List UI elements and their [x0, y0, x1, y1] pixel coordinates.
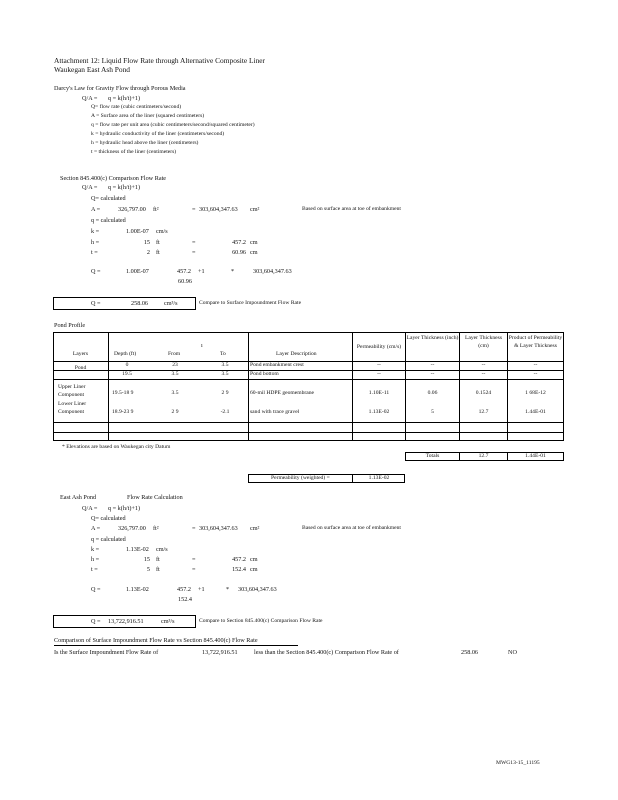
darcy-def: h = hydraulic head above the liner (centimeters)	[91, 140, 199, 146]
darcy-formula-lhs: Q/A =	[82, 95, 98, 102]
section845-Q-label: Q =	[91, 268, 101, 275]
section845-t-label: t =	[91, 249, 98, 256]
section845-h-unit: ft	[156, 239, 160, 246]
col-header-permeability: Permeability (cm/s)	[356, 344, 402, 350]
east-ash-k-value: 1.13E-02	[126, 546, 149, 553]
comparison-comp-rate: 258.06	[461, 649, 479, 656]
document-id: MWG13-15_11195	[496, 760, 540, 766]
table-row-prod: --	[533, 362, 538, 368]
section845-formula-lhs: Q/A =	[82, 184, 98, 191]
table-row-tcm: --	[481, 371, 486, 377]
east-ash-t-unit: ft	[156, 566, 160, 573]
east-ash-A-cm-unit: cm²	[250, 525, 260, 532]
totals-thickness-cm: 12.7	[478, 453, 489, 459]
table-row-tcm: 12.7	[478, 409, 489, 415]
weighted-permeability-value: 1.13E-02	[368, 475, 390, 481]
section845-A-value: 326,797.00	[118, 206, 146, 213]
section845-A-note: Based on surface area at toe of embankment	[302, 206, 401, 212]
east-ash-Q-k: 1.13E-02	[126, 586, 149, 593]
section845-h-value: 15	[143, 239, 150, 246]
section845-Q-t: 60.96	[178, 278, 192, 285]
section845-Q-k: 1.00E-07	[126, 268, 149, 275]
east-ash-t-label: t =	[91, 566, 98, 573]
section845-A-eq: =	[192, 206, 196, 213]
east-ash-Q-h: 457.2	[177, 586, 191, 593]
section845-Q-plus: +1	[198, 268, 205, 275]
east-ash-Q-label: Q =	[91, 586, 101, 593]
table-row-layer: Lower Liner Component	[58, 401, 87, 416]
east-ash-h-value: 15	[143, 556, 150, 563]
east-ash-Q-plus: +1	[198, 586, 205, 593]
east-ash-Q-times: *	[226, 586, 230, 593]
table-row-desc: Pond bottom	[250, 371, 279, 377]
table-row-to: -2.1	[220, 409, 230, 415]
table-row-from: 3.5	[171, 390, 179, 396]
table-row-from: 2 9	[171, 409, 179, 415]
east-ash-h-label: h =	[91, 556, 100, 563]
table-row-perm: --	[377, 362, 381, 368]
east-ash-result-unit: cm³/s	[161, 618, 175, 625]
col-header-thickness-cm: Layer Thickness (cm)	[464, 335, 503, 350]
document-subtitle: Waukegan East Ash Pond	[54, 65, 130, 74]
section845-k-value: 1.00E-07	[126, 228, 149, 235]
comparison-question: Is the Surface Impoundment Flow Rate of	[54, 649, 159, 656]
totals-label: Totals	[425, 453, 440, 459]
table-row-prod: --	[533, 371, 538, 377]
table-row-from: 23	[172, 362, 178, 368]
east-ash-t-eq: =	[192, 566, 196, 573]
east-ash-q-label: q = calculated	[91, 536, 126, 543]
table-row-prod: 1.44E-01	[525, 409, 546, 415]
east-ash-result-note: Compare to Section 845.400(c) Comparison Flow Rate	[199, 618, 323, 624]
table-row-tin: --	[430, 362, 435, 368]
section845-A-cm: 303,604,347.63	[199, 206, 238, 213]
table-row-depth: 18.9-23 9	[112, 409, 134, 415]
table-row-layer: Pond	[74, 365, 87, 371]
section845-result-label: Q =	[91, 300, 101, 307]
table-row-to: 3.5	[221, 371, 229, 377]
table-row-desc: 60-mil HDPE geomembrane	[250, 390, 315, 396]
section845-q-calc: Q= calculated	[91, 195, 126, 202]
table-row-depth: 0	[125, 362, 129, 368]
comparison-heading-underline	[54, 645, 298, 646]
section845-q-label: q = calculated	[91, 217, 126, 224]
east-ash-t-cm: 152.4	[232, 566, 246, 573]
weighted-permeability-label: Permeability (weighted) =	[271, 475, 330, 481]
table-row-perm: 1.10E-11	[368, 390, 390, 396]
east-ash-A-value: 326,797.00	[118, 525, 146, 532]
east-ash-Q-A: 303,604,347.63	[238, 586, 277, 593]
table-row-perm: 1.13E-02	[368, 409, 390, 415]
col-header-elevation: ı	[201, 342, 203, 349]
col-header-description: Layer Description	[276, 351, 317, 357]
pond-profile-heading: Pond Profile	[54, 322, 86, 329]
elevation-footnote: * Elevations are based on Waukegan city Datum	[62, 444, 171, 450]
section845-h-cm: 457.2	[232, 239, 246, 246]
darcy-def: q = flow rate per unit area (cubic centimeters/second/squared centimeter)	[91, 122, 255, 128]
east-ash-A-note: Based on surface area at toe of embankment	[302, 525, 401, 531]
comparison-si-rate: 13,722,916.51	[202, 649, 238, 656]
section845-t-unit: ft	[156, 249, 160, 256]
section845-h-eq: =	[192, 239, 196, 246]
table-row-tin: 5	[431, 409, 434, 415]
section845-result-unit: cm³/s	[164, 300, 178, 307]
section845-t-cm-unit: cm	[250, 249, 258, 256]
east-ash-h-cm-unit: cm	[250, 556, 258, 563]
table-row-prod: 1 68E-12	[525, 390, 546, 396]
table-row-depth: 19.5	[122, 371, 132, 377]
section845-k-unit: cm/s	[156, 228, 168, 235]
section845-A-label: A =	[91, 206, 101, 213]
table-row-layer: Upper Liner Component	[58, 384, 86, 399]
east-ash-result-label: Q =	[91, 618, 101, 625]
totals-product: 1.44E-01	[525, 453, 546, 459]
east-ash-h-eq: =	[192, 556, 196, 563]
east-ash-k-unit: cm/s	[156, 546, 168, 553]
document-title: Attachment 12: Liquid Flow Rate through Alternative Composite Liner	[54, 56, 266, 65]
table-row-tin: 0.06	[427, 390, 438, 396]
section845-heading: Section 845.400(c) Comparison Flow Rate	[60, 175, 167, 182]
section845-A-unit: ft²	[153, 206, 159, 213]
east-ash-formula-lhs: Q/A =	[82, 505, 98, 512]
comparison-heading: Comparison of Surface Impoundment Flow Rate vs Section 845.400(c) Flow Rate	[54, 637, 258, 644]
section845-formula-rhs: q = k(h/t)+1)	[108, 184, 141, 191]
col-header-depth: Depth (ft)	[114, 351, 137, 357]
east-ash-A-unit: ft²	[153, 525, 159, 532]
section845-result-note: Compare to Surface Impoundment Flow Rate	[199, 300, 302, 306]
col-header-to: To	[220, 351, 226, 357]
table-row-to: 3.5	[221, 362, 229, 368]
darcy-heading: Darcy's Law for Gravity Flow through Porous Media	[54, 85, 186, 92]
section845-h-cm-unit: cm	[250, 239, 258, 246]
darcy-def: t = thickness of the liner (centimeters)	[91, 149, 177, 155]
section845-t-value: 2	[146, 249, 150, 256]
east-ash-A-cm: 303,604,347.63	[199, 525, 238, 532]
east-ash-heading-calc: Flow Rate Calculation	[127, 494, 183, 501]
east-ash-Q-t: 152.4	[178, 596, 192, 603]
table-row-tin: --	[430, 371, 435, 377]
comparison-answer: NO	[508, 649, 517, 656]
table-row-to: 2 9	[221, 390, 229, 396]
east-ash-q-calc: Q= calculated	[91, 515, 126, 522]
table-row-tcm: --	[481, 362, 486, 368]
east-ash-formula-rhs: q = k(h/t)+1)	[108, 505, 141, 512]
col-header-from: From	[168, 351, 181, 357]
section845-Q-times: *	[231, 268, 235, 275]
east-ash-A-label: A =	[91, 525, 101, 532]
table-row-desc: Pond embankment crest	[250, 362, 304, 368]
east-ash-result-value: 13,722,916.51	[108, 618, 144, 625]
table-row-tcm: 0.1524	[475, 390, 492, 396]
col-header-layers: Layers	[72, 351, 89, 357]
comparison-mid-text: less than the Section 845.400(c) Comparison Flow Rate of	[254, 649, 399, 656]
east-ash-heading: East Ash Pond	[60, 494, 97, 501]
darcy-def: k = hydraulic conductivity of the liner (centimeters/second)	[91, 131, 225, 137]
table-row-from: 3.5	[171, 371, 179, 377]
section845-result-value: 258.06	[131, 300, 149, 307]
section845-h-label: h =	[91, 239, 100, 246]
east-ash-A-eq: =	[192, 525, 196, 532]
east-ash-h-cm: 457.2	[232, 556, 246, 563]
section845-t-eq: =	[192, 249, 196, 256]
table-row-perm: --	[377, 371, 381, 377]
section845-Q-h: 457.2	[177, 268, 191, 275]
east-ash-h-unit: ft	[156, 556, 160, 563]
east-ash-t-cm-unit: cm	[250, 566, 258, 573]
table-row-desc: sand with trace gravel	[250, 409, 300, 415]
darcy-def: Q= flow rate (cubic centimeters/second)	[91, 104, 182, 110]
section845-Q-A: 303,604,347.63	[253, 268, 292, 275]
east-ash-t-value: 5	[146, 566, 150, 573]
col-header-thickness-inch: Layer Thickness (inch)	[406, 335, 459, 341]
darcy-formula-rhs: q = k(h/t)+1)	[108, 95, 141, 102]
table-row-depth: 19.5-18 9	[112, 390, 134, 396]
section845-t-cm: 60.96	[232, 249, 246, 256]
section845-k-label: k =	[91, 228, 100, 235]
east-ash-k-label: k =	[91, 546, 100, 553]
col-header-product: Product of Permeability & Layer Thickness	[508, 335, 563, 350]
darcy-def: A = Surface area of the liner (squared centimeters)	[91, 113, 205, 119]
section845-A-cm-unit: cm²	[250, 206, 260, 213]
